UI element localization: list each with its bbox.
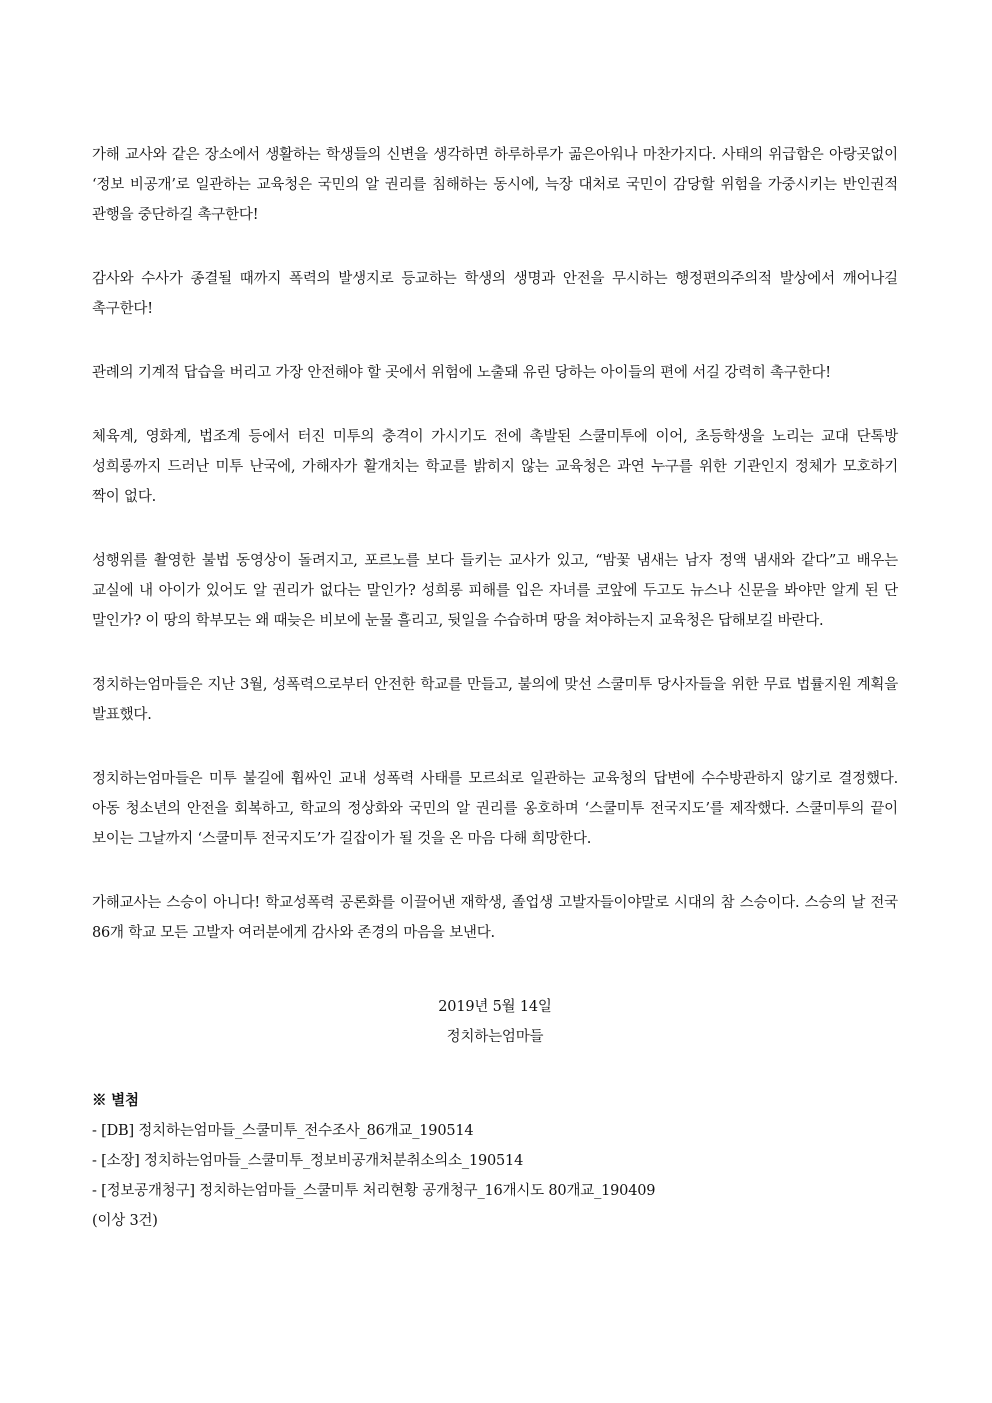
attachments-title: ※ 별첨	[92, 1092, 139, 1109]
paragraph: 가해 교사와 같은 장소에서 생활하는 학생들의 신변을 생각하면 하루하루가 곪은아워나 마찬가지다. 사태의 위급함은 아랑곳없이 ‘정보 비공개’로 일관하는 교육청은 국민의 알 권리를 침해하는 동시에, 늑장 대처로 국민이 감당할 위험을 가중시키는 반인권적 관행을 중단하길 촉구한다!	[92, 147, 898, 223]
paragraph: 가해교사는 스승이 아니다! 학교성폭력 공론화를 이끌어낸 재학생, 졸업생 고발자들이야말로 시대의 참 스승이다. 스승의 날 전국 86개 학교 모든 고발자 여러분에게 감사와 존경의 마음을 보낸다.	[92, 895, 898, 941]
attachments-section	[92, 1086, 898, 1236]
attachments-count: (이상 3건)	[92, 1213, 158, 1229]
attachment-item: - [DB] 정치하는엄마들_스쿨미투_전수조사_86개교_190514	[92, 1123, 474, 1139]
attachment-item: - [소장] 정치하는엄마들_스쿨미투_정보비공개처분취소의소_190514	[92, 1153, 524, 1169]
statement-body	[92, 140, 898, 1236]
paragraph: 감사와 수사가 종결될 때까지 폭력의 발생지로 등교하는 학생의 생명과 안전을 무시하는 행정편의주의적 발상에서 깨어나길 촉구한다!	[92, 271, 898, 317]
statement-date: 2019년 5월 14일	[438, 999, 552, 1015]
paragraph: 성행위를 촬영한 불법 동영상이 돌려지고, 포르노를 보다 들키는 교사가 있고, “밤꽃 냄새는 남자 정액 냄새와 같다”고 배우는 교실에 내 아이가 있어도 알 권리가 없다는 말인가? 성희롱 피해를 입은 자녀를 코앞에 두고도 뉴스나 신문을 봐야만 알게 된 단 말인가? 이 땅의 학부모는 왜 때늦은 비보에 눈물 흘리고, 뒷일을 수습하며 땅을 쳐야하는지 교육청은 답해보길 바란다.	[92, 553, 898, 629]
paragraph: 관례의 기계적 답습을 버리고 가장 안전해야 할 곳에서 위험에 노출돼 유린 당하는 아이들의 편에 서길 강력히 촉구한다!	[92, 365, 831, 381]
paragraph: 정치하는엄마들은 지난 3월, 성폭력으로부터 안전한 학교를 만들고, 불의에 맞선 스쿨미투 당사자들을 위한 무료 법률지원 계획을 발표했다.	[92, 677, 898, 723]
statement-organization: 정치하는엄마들	[446, 1029, 544, 1045]
paragraph: 정치하는엄마들은 미투 불길에 휩싸인 교내 성폭력 사태를 모르쇠로 일관하는 교육청의 답변에 수수방관하지 않기로 결정했다. 아동 청소년의 안전을 회복하고, 학교의 정상화와 국민의 알 권리를 옹호하며 ‘스쿨미투 전국지도’를 제작했다. 스쿨미투의 끝이 보이는 그날까지 ‘스쿨미투 전국지도’가 길잡이가 될 것을 온 마음 다해 희망한다.	[92, 771, 898, 847]
attachment-item: - [정보공개청구] 정치하는엄마들_스쿨미투 처리현황 공개청구_16개시도 80개교_190409	[92, 1183, 656, 1199]
paragraph: 체육계, 영화계, 법조계 등에서 터진 미투의 충격이 가시기도 전에 촉발된 스쿨미투에 이어, 초등학생을 노리는 교대 단톡방 성희롱까지 드러난 미투 난국에, 가해자가 활개치는 학교를 밝히지 않는 교육청은 과연 누구를 위한 기관인지 정체가 모호하기 짝이 없다.	[92, 429, 898, 505]
signature-block	[92, 992, 898, 1052]
